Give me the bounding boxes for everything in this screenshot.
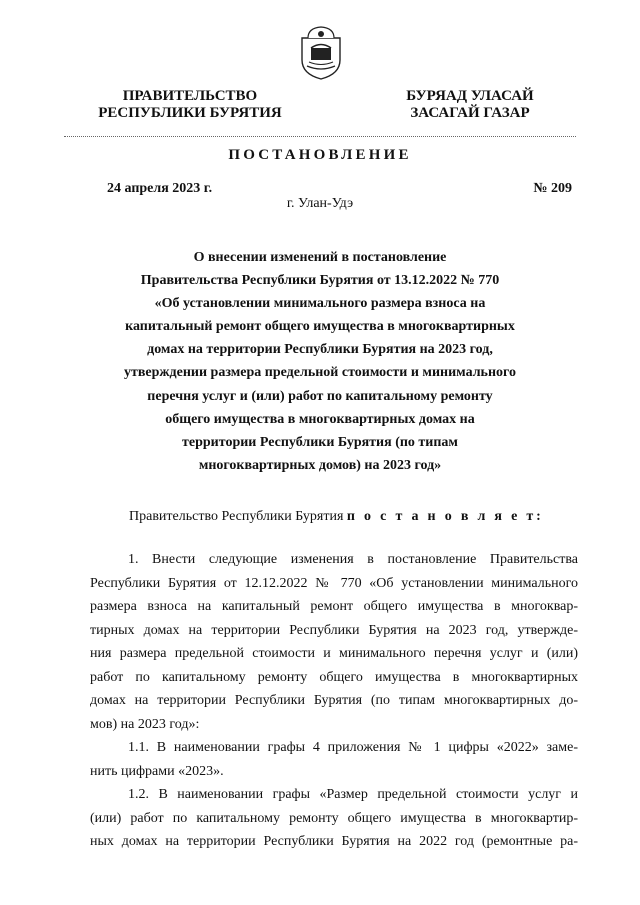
header-left	[90, 88, 290, 122]
header-right-line1: БУРЯАД УЛАСАЙ	[406, 88, 534, 104]
body-line: мов) на 2023 год»:	[90, 716, 200, 732]
header-right	[395, 88, 545, 122]
title-line: многоквартирных домов) на 2023 год»	[198, 457, 442, 473]
document-city: г. Улан-Удэ	[286, 196, 354, 211]
document-type: ПОСТАНОВЛЕНИЕ	[228, 147, 412, 163]
body-line: Республики Бурятия от 12.12.2022 № 770 «Об установлении минимального	[90, 575, 578, 591]
title-line: домах на территории Республики Бурятия на 2023 год,	[147, 342, 493, 358]
title-line: общего имущества в многоквартирных домах на	[165, 411, 475, 427]
title-line: Правительства Республики Бурятия от 13.12.2022 № 770	[140, 273, 500, 289]
header-left-line2: РЕСПУБЛИКИ БУРЯТИЯ	[98, 105, 282, 121]
title-line: утверждении размера предельной стоимости и минимального	[123, 365, 517, 381]
body-line: размера взноса на капитальный ремонт общего имущества в многоквар-	[90, 599, 578, 614]
header-right-line2: ЗАСАГАЙ ГАЗАР	[410, 105, 530, 121]
document-number: № 209	[533, 181, 572, 196]
body-line: 1.1. В наименовании графы 4 приложения № 1 цифры «2022» заме-	[128, 740, 578, 755]
title-line: территории Республики Бурятия (по типам	[182, 434, 458, 450]
body-line: (или) работ по капитальному ремонту общего имущества в многоквартир-	[90, 810, 578, 826]
body-line: тирных домах на территории Республики Бурятия на 2023 год, утвержде-	[90, 622, 578, 638]
title-line: «Об установлении минимального размера взноса на	[154, 296, 486, 312]
body-line: работ по капитальному ремонту общего имущества в многоквартирных	[90, 669, 578, 685]
document-title	[100, 246, 540, 477]
coat-of-arms-icon	[298, 24, 344, 80]
header-divider	[64, 136, 576, 137]
body-line: ных домах на территории Республики Бурятия на 2022 год (ремонтные ра-	[90, 834, 578, 849]
title-line: капитальный ремонт общего имущества в многоквартирных	[125, 319, 515, 335]
header-left-line1: ПРАВИТЕЛЬСТВО	[122, 88, 258, 104]
title-line: О внесении изменений в постановление	[193, 250, 447, 265]
body-line: нить цифрами «2023».	[90, 763, 224, 779]
decree-line	[129, 509, 544, 525]
body-line: 1.2. В наименовании графы «Размер предельной стоимости услуг и	[128, 787, 578, 802]
title-line: перечня услуг и (или) работ по капитальному ремонту	[147, 388, 493, 404]
body-line: домах на территории Республики Бурятия (по типам многоквартирных до-	[90, 693, 578, 708]
decree-prefix: Правительство Республики Бурятия	[129, 509, 347, 524]
body-line: 1. Внести следующие изменения в постановление Правительства	[128, 552, 578, 567]
body-line: ния размера предельной стоимости и минимального перечня услуг и (или)	[90, 646, 578, 661]
decree-verb: п о с т а н о в л я е т:	[346, 509, 544, 524]
document-body	[90, 548, 578, 854]
document-date: 24 апреля 2023 г.	[107, 181, 213, 196]
